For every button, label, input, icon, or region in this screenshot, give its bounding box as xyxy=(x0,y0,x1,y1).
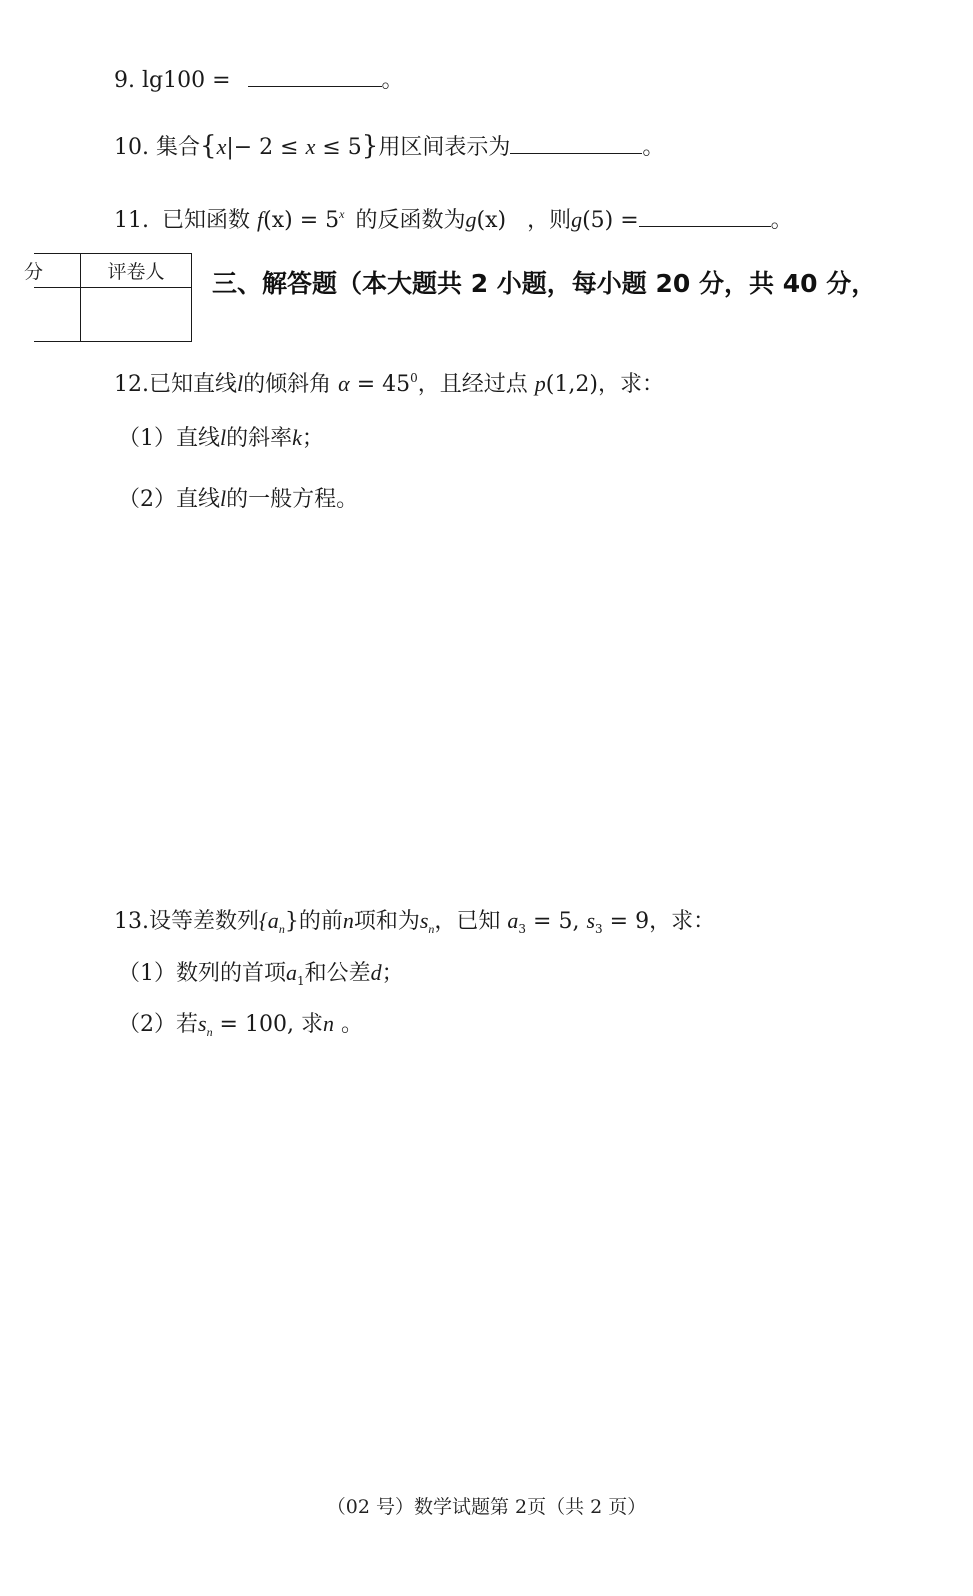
score-header: 分 xyxy=(34,254,81,288)
q13-part2-end: 。 xyxy=(333,1012,363,1037)
q10-cond2: ≤ 5 xyxy=(315,135,362,160)
q13-s3: s xyxy=(586,908,596,933)
q10-text-before: 集合 xyxy=(156,135,201,160)
q13-seq-close: } xyxy=(284,909,299,934)
q13-a3: a xyxy=(507,908,519,933)
question-12-stem xyxy=(114,363,664,400)
q11-text3: ，则 xyxy=(527,208,572,233)
q9-answer-blank[interactable] xyxy=(248,68,382,87)
q13-mid3: ，已知 xyxy=(434,909,501,934)
q12-prefix: 12.已知直线 xyxy=(114,372,237,397)
q12-answer-area[interactable] xyxy=(114,530,914,890)
q9-end: 。 xyxy=(381,68,404,93)
q12-end: ，求： xyxy=(597,372,664,397)
q12-part1-l: l xyxy=(220,425,227,450)
q12-part2-end: 的一般方程。 xyxy=(226,487,359,512)
q13-part2-n: n xyxy=(322,1011,334,1036)
q13-s: s xyxy=(419,908,429,933)
question-12-part-2 xyxy=(118,484,358,515)
q13-part1-end: ； xyxy=(381,961,404,986)
q9-expression: lg100 = xyxy=(142,68,231,93)
q12-part1-mid: 的斜率 xyxy=(226,426,293,451)
score-box xyxy=(24,253,192,342)
q11-f: f xyxy=(257,207,264,232)
q11-text2: 的反函数为 xyxy=(355,208,466,233)
q12-part1-k: k xyxy=(292,425,302,450)
q12-p: p xyxy=(534,371,546,396)
question-11 xyxy=(114,199,793,236)
q11-g5: (5) = xyxy=(582,208,639,233)
q13-seq-sub: n xyxy=(278,922,285,936)
q12-part1-prefix: （1）直线 xyxy=(118,426,220,451)
q13-a3-sub: 3 xyxy=(518,922,527,936)
q12-deg: 0 xyxy=(410,371,418,385)
q13-end: ，求： xyxy=(649,909,716,934)
q11-fx: (x) = 5 xyxy=(263,208,340,233)
grader-header: 评卷人 xyxy=(81,254,192,288)
q13-s-sub: n xyxy=(428,922,435,936)
q13-n: n xyxy=(342,908,354,933)
q10-bar: | xyxy=(226,135,234,160)
q13-s3-val: = 9 xyxy=(602,909,650,934)
q10-text-after: 用区间表示为 xyxy=(378,135,511,160)
q12-angle: = 45 xyxy=(349,372,411,397)
q11-text1: 已知函数 xyxy=(162,208,251,233)
q10-var: x xyxy=(216,134,227,159)
q9-number: 9. xyxy=(114,68,135,93)
q12-mid2: ，且经过点 xyxy=(417,372,528,397)
q13-part1-prefix: （1）数列的首项 xyxy=(118,961,286,986)
q11-number: 11. xyxy=(114,208,149,233)
q13-part2-prefix: （2）若 xyxy=(118,1012,198,1037)
question-13-part-1 xyxy=(118,958,404,996)
q13-part2-s-sub: n xyxy=(206,1025,213,1039)
score-cell[interactable] xyxy=(34,288,81,342)
question-10 xyxy=(114,131,664,163)
question-12-part-1 xyxy=(118,423,324,454)
q11-g2: g xyxy=(571,207,583,232)
q13-mid2: 项和为 xyxy=(353,909,420,934)
q13-part2-s: s xyxy=(198,1011,207,1036)
q11-answer-blank[interactable] xyxy=(639,208,771,227)
q13-part1-mid: 和公差 xyxy=(304,961,371,986)
question-13-part-2 xyxy=(118,1009,363,1047)
q13-part1-a: a xyxy=(286,960,297,985)
grader-cell[interactable] xyxy=(81,288,192,342)
q10-lbrace: { xyxy=(200,131,217,161)
q13-part2-val: = 100, 求 xyxy=(212,1012,323,1037)
q10-cond: − 2 ≤ xyxy=(233,135,306,160)
q13-seq: {a xyxy=(259,908,279,933)
q10-rbrace: } xyxy=(361,131,379,161)
q12-alpha: α xyxy=(338,371,350,396)
question-13-stem xyxy=(114,906,715,944)
q13-s3-sub: 3 xyxy=(595,922,603,936)
q12-part1-end: ； xyxy=(301,426,324,451)
q13-a3-val: = 5, xyxy=(526,909,587,934)
q11-exp: x xyxy=(339,207,345,221)
q11-end: 。 xyxy=(770,208,793,233)
q12-point: (1,2) xyxy=(545,372,598,397)
q11-gx: (x) xyxy=(476,208,507,233)
q13-prefix: 13.设等差数列 xyxy=(114,909,259,934)
q12-part2-prefix: （2）直线 xyxy=(118,487,220,512)
q11-g: g xyxy=(465,207,477,232)
q10-answer-blank[interactable] xyxy=(510,135,642,154)
q13-part1-a-sub: 1 xyxy=(297,974,305,988)
section-3-title: 三、解答题（本大题共 2 小题，每小题 20 分，共 40 分， xyxy=(212,269,877,298)
q10-end: 。 xyxy=(642,135,665,160)
page-footer: （02 号）数学试题第 2页（共 2 页） xyxy=(326,1496,647,1518)
q13-mid: 的前 xyxy=(298,909,343,934)
q10-var2: x xyxy=(305,134,316,159)
q12-part2-l: l xyxy=(220,486,227,511)
q13-answer-area[interactable] xyxy=(114,1060,914,1470)
question-9 xyxy=(114,66,404,96)
q12-mid: 的倾斜角 xyxy=(243,372,332,397)
q12-l: l xyxy=(237,371,244,396)
q10-number: 10. xyxy=(114,135,149,160)
q13-part1-d: d xyxy=(370,960,382,985)
